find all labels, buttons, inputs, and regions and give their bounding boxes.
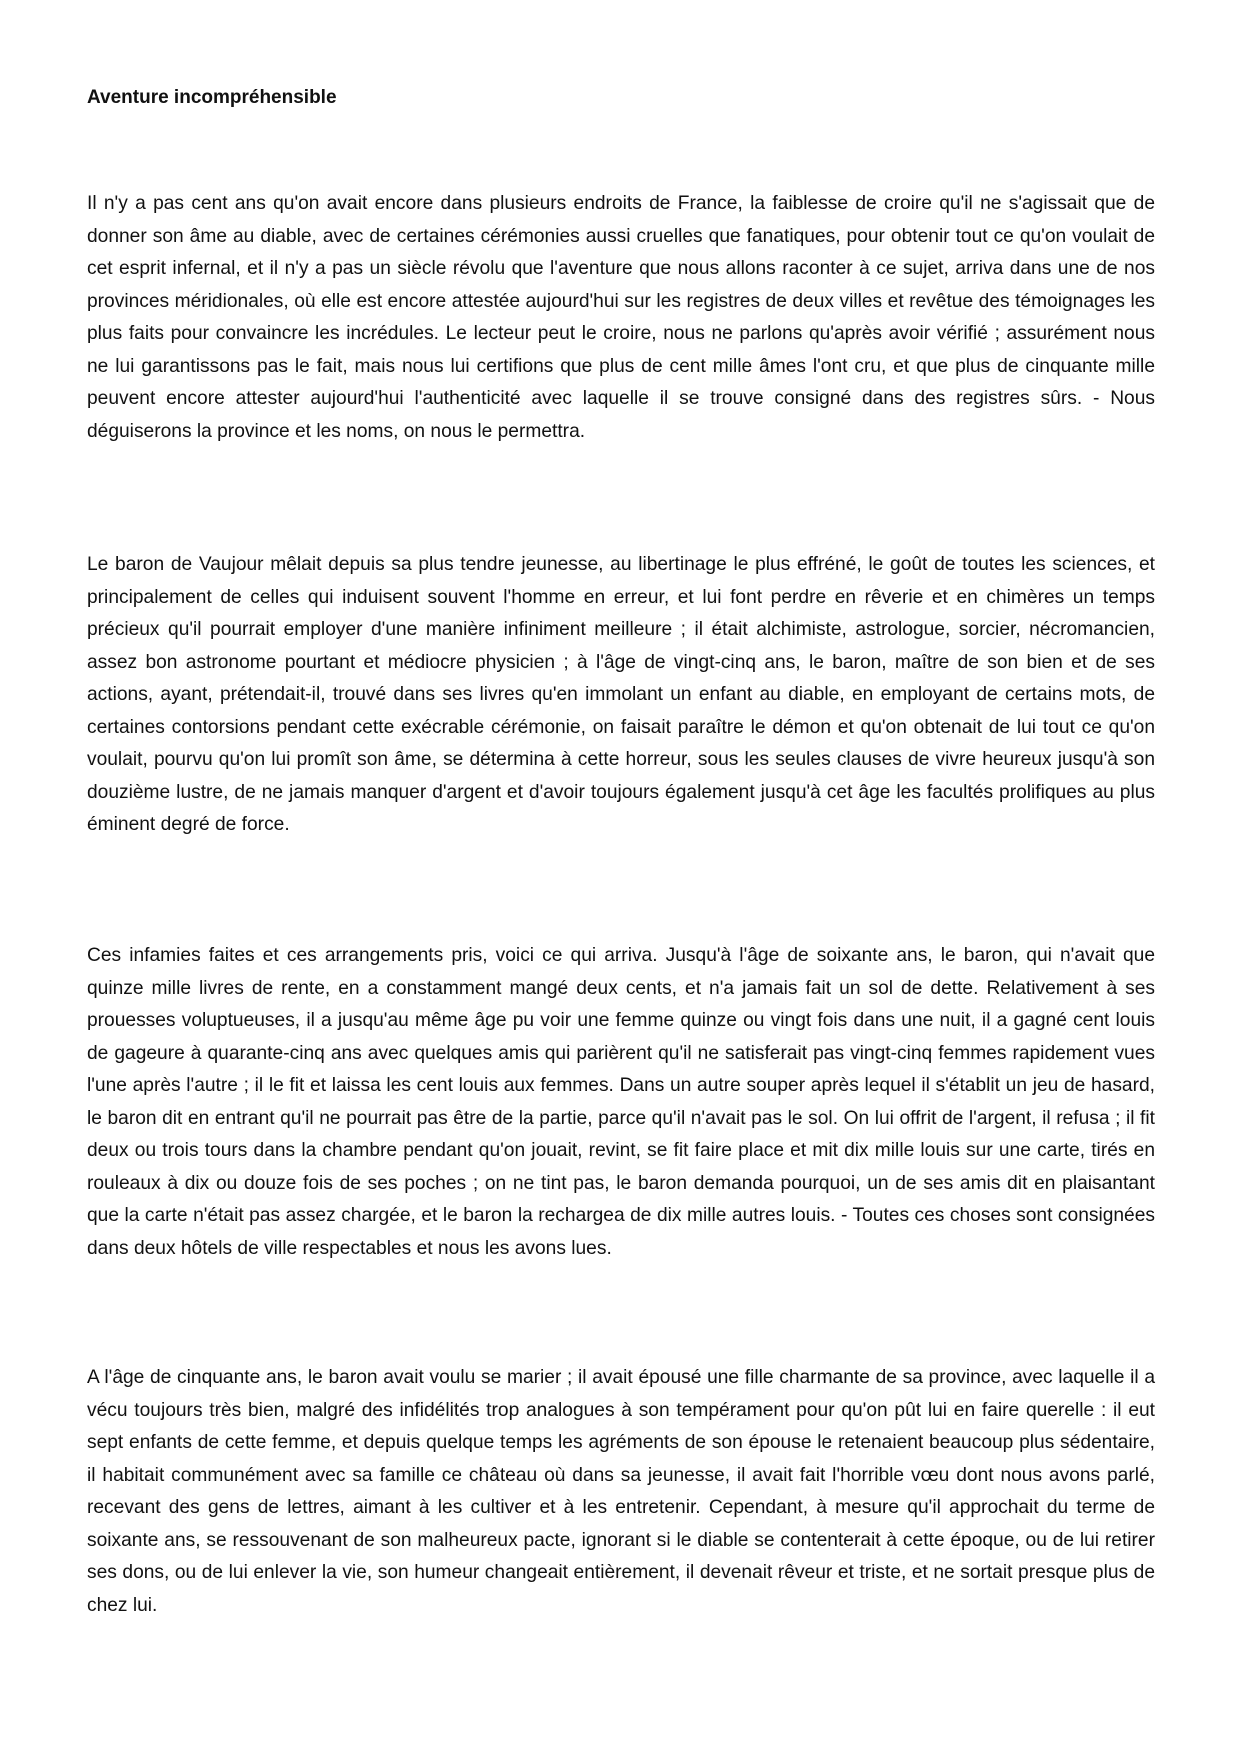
paragraph-3: Ces infamies faites et ces arrangements pris, voici ce qui arriva. Jusqu'à l'âge de soixante ans, le baron, qui n'avait que quinze mille livres de rente, en a constamment mangé deux cents, et n'a jamais fait un sol de dette. Relativement à ses prouesses voluptueuses, il a jusqu'au même âge pu voir une femme quinze ou vingt fois dans une nuit, il a gagné cent louis de gageure à quarante-cinq ans avec quelques amis qui parièrent qu'il ne satisferait pas vingt-cinq femmes rapidement vues l'une après l'autre ; il le fit et laissa les cent louis aux femmes. Dans un autre souper après lequel il s'établit un jeu de hasard, le baron dit en entrant qu'il ne pourrait pas être de la partie, parce qu'il n'avait pas le sol. On lui offrit de l'argent, il refusa ; il fit deux ou trois tours dans la chambre pendant qu'on jouait, revint, se fit faire place et mit dix mille louis sur une carte, tirés en rouleaux à dix ou douze fois de ses poches ; on ne tint pas, le baron demanda pourquoi, un de ses amis dit en plaisantant que la carte n'était pas assez chargée, et le baron la rechargea de dix mille autres louis. - Toutes ces choses sont consignées dans deux hôtels de ville respectables et nous les avons lues. <box>87 945 1155 1259</box>
paragraph-4: A l'âge de cinquante ans, le baron avait voulu se marier ; il avait épousé une fille charmante de sa province, avec laquelle il a vécu toujours très bien, malgré des infidélités trop analogues à son tempérament pour qu'on pût lui en faire querelle : il eut sept enfants de cette femme, et depuis quelque temps les agréments de son épouse le retenaient beaucoup plus sédentaire, il habitait communément avec sa famille ce château où dans sa jeunesse, il avait fait l'horrible vœu dont nous avons parlé, recevant des gens de lettres, aimant à les cultiver et à les entretenir. Cependant, à mesure qu'il approchait du terme de soixante ans, se ressouvenant de son malheureux pacte, ignorant si le diable se contenterait à cette époque, ou de lui retirer ses dons, ou de lui enlever la vie, son humeur changeait entièrement, il devenait rêveur et triste, et ne sortait presque plus de chez lui. <box>87 1367 1155 1616</box>
paragraph-2: Le baron de Vaujour mêlait depuis sa plus tendre jeunesse, au libertinage le plus effréné, le goût de toutes les sciences, et principalement de celles qui induisent souvent l'homme en erreur, et lui font perdre en rêverie et en chimères un temps précieux qu'il pourrait employer d'une manière infiniment meilleure ; il était alchimiste, astrologue, sorcier, nécromancien, assez bon astronome pourtant et médiocre physicien ; à l'âge de vingt-cinq ans, le baron, maître de son bien et de ses actions, ayant, prétendait-il, trouvé dans ses livres qu'en immolant un enfant au diable, en employant de certains mots, de certaines contorsions pendant cette exécrable cérémonie, on faisait paraître le démon et qu'on obtenait de lui tout ce qu'on voulait, pourvu qu'on lui promît son âme, se détermina à cette horreur, sous les seules clauses de vivre heureux jusqu'à son douzième lustre, de ne jamais manquer d'argent et d'avoir toujours également jusqu'à cet âge les facultés prolifiques au plus éminent degré de force. <box>87 554 1155 835</box>
paragraph-1: Il n'y a pas cent ans qu'on avait encore dans plusieurs endroits de France, la faiblesse de croire qu'il ne s'agissait que de donner son âme au diable, avec de certaines cérémonies aussi cruelles que fanatiques, pour obtenir tout ce qu'on voulait de cet esprit infernal, et il n'y a pas un siècle révolu que l'aventure que nous allons raconter à ce sujet, arriva dans une de nos provinces méridionales, où elle est encore attestée aujourd'hui sur les registres de deux villes et revêtue des témoignages les plus faits pour convaincre les incrédules. Le lecteur peut le croire, nous ne parlons qu'après avoir vérifié ; assurément nous ne lui garantissons pas le fait, mais nous lui certifions que plus de cent mille âmes l'ont cru, et que plus de cinquante mille peuvent encore attester aujourd'hui l'authenticité avec laquelle il se trouve consigné dans des registres sûrs. - Nous déguiserons la province et les noms, on nous le permettra. <box>87 193 1155 442</box>
document-title: Aventure incompréhensible <box>87 87 337 108</box>
